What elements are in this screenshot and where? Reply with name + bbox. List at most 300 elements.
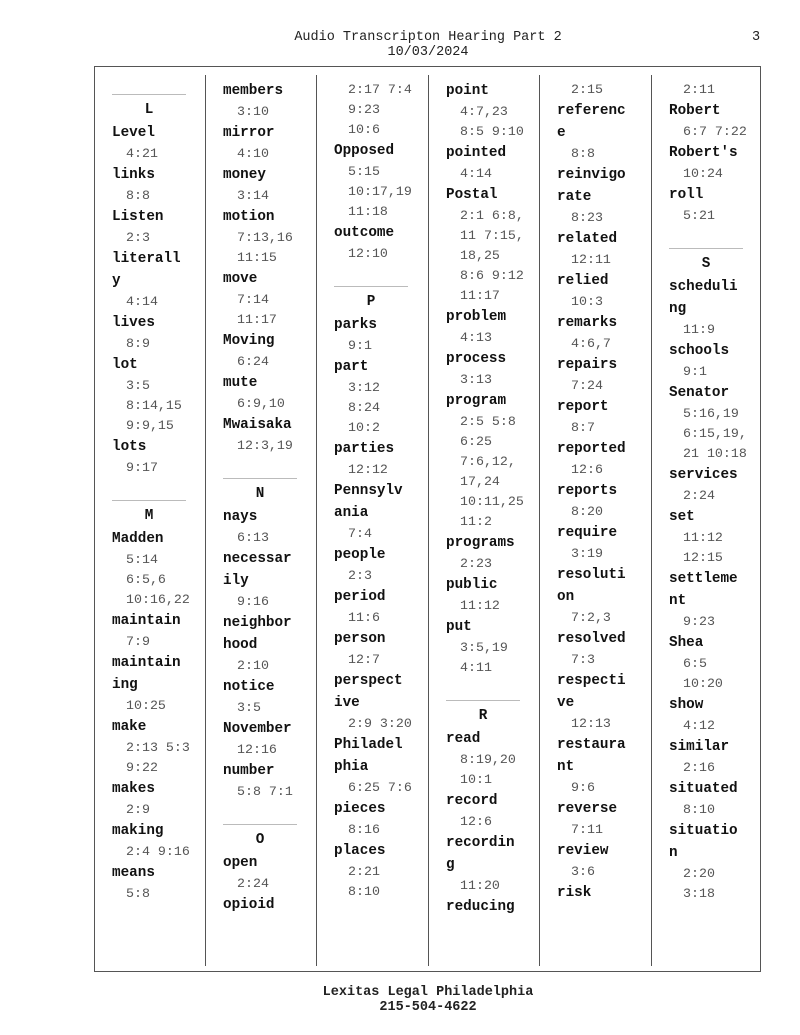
index-entry [446,348,554,390]
index-entry [223,852,331,894]
section-letter: N [255,486,265,502]
page-line-ref: 2:23 [460,556,492,571]
index-entry [669,632,777,694]
page-line-ref: 7:6,12, [460,454,516,469]
index-column [112,80,220,904]
index-word: respecti [557,673,626,689]
index-entry [557,228,665,270]
index-word: public [446,577,498,593]
index-word: outcome [334,225,395,241]
index-word: show [669,697,704,713]
page-line-ref: 7:2,3 [571,610,611,625]
index-word: literall [112,251,181,267]
page-line-ref: 10:25 [126,698,166,713]
page-line-ref: 2:1 6:8, [460,208,524,223]
page-line-ref: 3:18 [683,886,715,901]
index-entry [223,80,331,122]
page-line-ref: 8:10 [348,884,380,899]
page-line-ref: 5:16,19 [683,406,739,421]
page-line-ref: 21 10:18 [683,446,747,461]
page-line-ref: 18,25 [460,248,500,263]
page-line-ref: 4:13 [460,330,492,345]
index-word: number [223,763,275,779]
index-word: Shea [669,635,704,651]
index-entry [223,268,331,330]
index-entry [223,330,331,372]
page-line-ref: 3:14 [237,188,269,203]
index-word: notice [223,679,275,695]
page-line-ref: 9:17 [126,460,158,475]
index-entry [112,820,220,862]
index-word: maintain [112,613,181,629]
page-line-ref: 4:7,23 [460,104,508,119]
index-entry [112,610,220,652]
index-entry [112,436,220,478]
page-line-ref: 4:12 [683,718,715,733]
page-number: 3 [752,30,761,45]
index-entry [223,164,331,206]
page-line-ref: 10:16,22 [126,592,190,607]
index-entry [669,142,777,184]
index-entry [446,728,554,790]
index-entry [669,736,777,778]
index-column [669,80,777,904]
page-line-ref: 6:15,19, [683,426,747,441]
index-entry [669,778,777,820]
page-line-ref: 9:9,15 [126,418,174,433]
page-line-ref: 11:12 [460,598,500,613]
index-word: restaura [557,737,626,753]
footer-phone: 215-504-4622 [379,1000,477,1015]
index-entry [112,862,220,904]
index-entry [557,734,665,798]
page-line-ref: 2:16 [683,760,715,775]
index-entry [557,480,665,522]
index-entry [557,628,665,670]
index-word: ng [669,301,687,317]
section-header [669,234,777,276]
document-date: 10/03/2024 [387,45,469,60]
index-entry [669,506,777,568]
index-word: links [112,167,155,183]
index-entry [446,80,554,142]
section-header [334,272,442,314]
page-line-ref: 9:1 [348,338,372,353]
section-rule [223,478,297,479]
page-line-ref: 8:10 [683,802,715,817]
index-word: reducing [446,899,515,915]
page-line-ref: 11:15 [237,250,277,265]
page-line-ref: 10:11,25 [460,494,524,509]
index-entry [669,276,777,340]
page-line-ref: 8:19,20 [460,752,516,767]
page-line-ref: 2:21 [348,864,380,879]
page-line-ref: 11:18 [348,204,388,219]
page-line-ref: 7:3 [571,652,595,667]
section-rule [223,824,297,825]
section-letter: M [144,508,154,524]
page-line-ref: 6:9,10 [237,396,285,411]
index-word: maintain [112,655,181,671]
page-line-ref: 9:23 [348,102,380,117]
page-line-ref: 3:6 [571,864,595,879]
index-word: n [669,845,678,861]
page-line-ref: 7:4 [348,526,372,541]
index-entry [223,760,331,802]
page-line-ref: 7:11 [571,822,603,837]
page-line-ref: 11:12 [683,530,723,545]
index-word: resoluti [557,567,626,583]
index-word: Opposed [334,143,395,159]
index-word: part [334,359,369,375]
index-word: pieces [334,801,386,817]
index-word: lot [112,357,138,373]
index-entry [112,716,220,778]
index-entry [446,790,554,832]
index-entry [223,676,331,718]
index-word: scheduli [669,279,738,295]
page-line-ref: 2:11 [683,82,715,97]
index-word: means [112,865,155,881]
index-word: mirror [223,125,275,141]
index-entry [669,694,777,736]
index-entry [112,354,220,436]
page-line-ref: 5:8 7:1 [237,784,293,799]
index-word: put [446,619,472,635]
page-line-ref: 4:21 [126,146,158,161]
index-entry [223,548,331,612]
page-line-ref: 8:7 [571,420,595,435]
index-entry [557,312,665,354]
index-word: reverse [557,801,618,817]
page-line-ref: 3:12 [348,380,380,395]
page-line-ref: 2:9 [126,802,150,817]
page-line-ref: 12:7 [348,652,380,667]
index-column [223,80,331,916]
index-word: on [557,589,575,605]
index-word: Senator [669,385,730,401]
index-word: nays [223,509,258,525]
index-entry [334,798,442,840]
index-word: Level [112,125,155,141]
index-word: phia [334,759,369,775]
index-word: roll [669,187,704,203]
index-word: Madden [112,531,164,547]
page-line-ref: 4:14 [460,166,492,181]
page-line-ref: 2:4 9:16 [126,844,190,859]
index-entry [334,544,442,586]
index-word: process [446,351,507,367]
page-line-ref: 5:14 [126,552,158,567]
index-word: related [557,231,618,247]
page-line-ref: 10:2 [348,420,380,435]
index-word: Pennsylv [334,483,403,499]
index-word: ing [112,677,138,693]
index-word: Listen [112,209,164,225]
page-line-ref: 6:25 [460,434,492,449]
index-entry [557,396,665,438]
index-word: motion [223,209,275,225]
page-line-ref: 3:13 [460,372,492,387]
page-line-ref: 10:24 [683,166,723,181]
index-entry [223,122,331,164]
index-word: members [223,83,284,99]
page-line-ref: 10:3 [571,294,603,309]
page-line-ref: 12:6 [460,814,492,829]
page-line-ref: 2:5 5:8 [460,414,516,429]
page-line-ref: 8:23 [571,210,603,225]
page-line-ref: 11:17 [460,288,500,303]
index-entry [446,896,554,918]
page-line-ref: 6:13 [237,530,269,545]
page-line-ref: 8:16 [348,822,380,837]
index-word: Philadel [334,737,403,753]
index-word: reported [557,441,626,457]
index-word: Moving [223,333,275,349]
page-line-ref: 2:24 [237,876,269,891]
index-entry [112,248,220,312]
index-word: services [669,467,738,483]
page-line-ref: 6:5,6 [126,572,166,587]
page-line-ref: 3:19 [571,546,603,561]
index-word: lives [112,315,155,331]
index-word: make [112,719,147,735]
section-letter: L [144,102,154,118]
section-letter: O [255,832,265,848]
page-line-ref: 11 7:15, [460,228,524,243]
page-line-ref: 6:25 7:6 [348,780,412,795]
page-line-ref: 8:9 [126,336,150,351]
page-line-ref: 9:23 [683,614,715,629]
index-entry [334,356,442,438]
index-word: point [446,83,489,99]
index-entry [334,586,442,628]
page-line-ref: 12:11 [571,252,611,267]
index-word: parties [334,441,395,457]
page-line-ref: 2:17 7:4 [348,82,412,97]
page-line-ref: 3:5,19 [460,640,508,655]
page-line-ref: 10:1 [460,772,492,787]
index-word: referenc [557,103,626,119]
page-line-ref: 11:2 [460,514,492,529]
page-line-ref: 12:13 [571,716,611,731]
page-line-ref: 9:6 [571,780,595,795]
section-header [112,486,220,528]
page-line-ref: 3:5 [237,700,261,715]
page-line-ref: 4:6,7 [571,336,611,351]
index-entry [669,340,777,382]
page-line-ref: 8:8 [571,146,595,161]
index-word: people [334,547,386,563]
index-word: g [446,857,455,873]
index-entry [223,372,331,414]
index-entry [557,522,665,564]
section-rule [334,286,408,287]
page-line-ref: 2:3 [126,230,150,245]
page-line-ref: 7:14 [237,292,269,307]
page-line-ref: 8:24 [348,400,380,415]
section-rule [112,94,186,95]
index-entry [669,100,777,142]
index-word: remarks [557,315,618,331]
page-line-ref: 2:15 [571,82,603,97]
index-word: ve [557,695,575,711]
index-word: making [112,823,164,839]
index-word: perspect [334,673,403,689]
index-entry [334,314,442,356]
index-entry [223,612,331,676]
index-entry [557,670,665,734]
index-entry [112,312,220,354]
index-word: places [334,843,386,859]
section-header [223,464,331,506]
page-line-ref: 10:20 [683,676,723,691]
index-entry [557,798,665,840]
index-entry [557,840,665,882]
index-entry [334,140,442,222]
page-line-ref: 6:24 [237,354,269,369]
index-entry [557,80,665,100]
index-word: require [557,525,618,541]
page-line-ref: 7:13,16 [237,230,293,245]
index-word: situatio [669,823,738,839]
page-line-ref: 4:10 [237,146,269,161]
page-line-ref: 10:6 [348,122,380,137]
index-entry [669,382,777,464]
index-word: mute [223,375,258,391]
index-entry [557,164,665,228]
index-entry [446,184,554,306]
index-entry [112,652,220,716]
index-word: reports [557,483,618,499]
index-entry [223,414,331,456]
index-word: Postal [446,187,498,203]
index-word: report [557,399,609,415]
index-word: Robert's [669,145,738,161]
page-line-ref: 8:20 [571,504,603,519]
index-entry [223,206,331,268]
index-entry [669,820,777,904]
page-line-ref: 5:15 [348,164,380,179]
page-line-ref: 9:1 [683,364,707,379]
index-word: review [557,843,609,859]
page-line-ref: 7:24 [571,378,603,393]
index-entry [669,568,777,632]
page-line-ref: 6:7 7:22 [683,124,747,139]
index-entry [223,506,331,548]
index-word: ive [334,695,360,711]
index-word: pointed [446,145,507,161]
index-entry [334,670,442,734]
page-line-ref: 11:6 [348,610,380,625]
index-column [557,80,665,904]
footer-company: Lexitas Legal Philadelphia [322,985,534,1000]
index-word: makes [112,781,155,797]
index-entry [446,142,554,184]
index-word: rate [557,189,592,205]
index-entry [223,894,331,916]
index-entry [334,438,442,480]
index-entry [446,832,554,896]
section-letter: S [701,256,711,272]
index-column [446,80,554,918]
page-line-ref: 9:16 [237,594,269,609]
index-word: settleme [669,571,738,587]
index-entry [446,532,554,574]
index-word: risk [557,885,592,901]
index-word: program [446,393,507,409]
index-word: e [557,125,566,141]
page-line-ref: 12:16 [237,742,277,757]
index-word: nt [557,759,575,775]
index-entry [334,80,442,140]
index-entry [557,270,665,312]
index-word: period [334,589,386,605]
page-line-ref: 2:20 [683,866,715,881]
index-entry [557,438,665,480]
page-line-ref: 8:6 9:12 [460,268,524,283]
index-word: resolved [557,631,626,647]
section-header [223,810,331,852]
section-rule [446,700,520,701]
index-word: person [334,631,386,647]
section-letter: P [366,294,376,310]
index-entry [669,184,777,226]
index-entry [334,628,442,670]
index-entry [669,464,777,506]
index-entry [557,882,665,904]
page-line-ref: 2:24 [683,488,715,503]
page-line-ref: 3:10 [237,104,269,119]
index-entry [557,100,665,164]
index-entry [446,616,554,678]
page-line-ref: 11:17 [237,312,277,327]
page-line-ref: 6:5 [683,656,707,671]
section-rule [669,248,743,249]
page-line-ref: 11:9 [683,322,715,337]
page-line-ref: 12:6 [571,462,603,477]
page-line-ref: 4:11 [460,660,492,675]
index-word: relied [557,273,609,289]
page-line-ref: 8:8 [126,188,150,203]
index-word: read [446,731,481,747]
section-rule [112,500,186,501]
index-word: repairs [557,357,618,373]
page-line-ref: 10:17,19 [348,184,412,199]
index-entry [446,306,554,348]
page-line-ref: 2:10 [237,658,269,673]
page-line-ref: 2:9 3:20 [348,716,412,731]
page-line-ref: 12:3,19 [237,438,293,453]
index-word: money [223,167,266,183]
index-entry [334,734,442,798]
index-word: necessar [223,551,292,567]
section-header [112,80,220,122]
page-line-ref: 7:9 [126,634,150,649]
index-word: problem [446,309,507,325]
section-header [446,686,554,728]
index-entry [112,122,220,164]
index-word: hood [223,637,258,653]
index-entry [334,480,442,544]
page-line-ref: 5:8 [126,886,150,901]
index-word: recordin [446,835,515,851]
document-title: Audio Transcripton Hearing Part 2 [294,30,562,45]
page-line-ref: 2:3 [348,568,372,583]
page-line-ref: 3:5 [126,378,150,393]
index-word: November [223,721,292,737]
index-word: Mwaisaka [223,417,292,433]
